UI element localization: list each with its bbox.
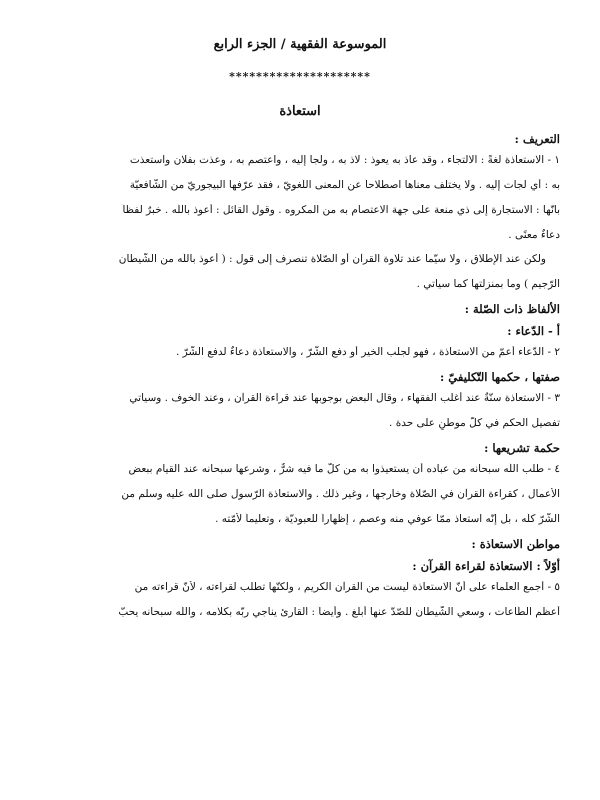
section-heading-wisdom: حكمة تشريعها : bbox=[484, 441, 560, 455]
section-heading-related-terms: الألفاظ ذات الصّلة : bbox=[464, 302, 560, 316]
paragraph-line: الشّرّ كلّه ، بل إنّه استعاذ ممّا عوفي منه وعصم ، إظهاراً للعبوديّة ، وتعليماً لأمّته . bbox=[215, 513, 560, 525]
paragraph-line: ١ - الاستعاذة لغةً : الالتجاء ، وقد عاذ به يعوذ : لاذ به ، ولجأ إليه ، واعتصم به ، وعذت بفلان واستعذت bbox=[129, 154, 560, 166]
document-page bbox=[40, 0, 560, 800]
paragraph-line: أعظم الطّاعات ، وسعي الشّيطان للصّدّ عنها أبلغ . وأيضاً : القارئ يناجي ربّه بكلامه ، واللّه سبحانه يحبّ bbox=[118, 606, 560, 618]
paragraph-line: دعاءٌ معنًى . bbox=[508, 229, 560, 241]
paragraph-line: الرّجيم ) وما بمنزلتها كما سيأتي . bbox=[416, 278, 560, 290]
paragraph-line: ٢ - الدّعاء أعمّ من الاستعاذة ، فهو لجلب الخير أو دفع الشّرّ ، والاستعاذة دعاءٌ لدفع الشّرّ . bbox=[175, 346, 560, 358]
paragraph-line: تفصيل الحكم في كلّ موطنٍ على حدة . bbox=[389, 417, 560, 429]
paragraph-line: ٤ - طلب اللّه سبحانه من عباده أن يستعيذوا به من كلّ ما فيه شرٌّ ، وشرعها سبحانه عند القيام ببعض bbox=[128, 463, 560, 475]
article-title: استعاذة bbox=[279, 104, 321, 119]
paragraph-line: بأنّها : الاستجارة إلى ذي منعة على جهة الاعتصام به من المكروه . وقول القائل : أعوذ باللّه . خبرٌ لفظاً bbox=[122, 204, 560, 216]
subsection-heading-dua: أ - الدّعاء : bbox=[507, 324, 560, 338]
subsection-heading-quran-reading: أوّلاً : الاستعاذة لقراءة القرآن : bbox=[412, 559, 560, 573]
paragraph-line: ولكن عند الإطلاق ، ولا سيّما عند تلاوة القرآن أو الصّلاة تنصرف إلى قول : ( أعوذ باللّه من الشّيطان bbox=[118, 253, 546, 265]
book-header-title: الموسوعة الفقهية / الجزء الرابع bbox=[213, 37, 387, 52]
section-heading-ruling: صفتها ، حكمها التّكليفيّ : bbox=[440, 370, 560, 384]
paragraph-line: به : أي لجأت إليه . ولا يختلف معناها اصطلاحاً عن المعنى اللّغويّ ، فقد عرّفها البيجوريّ من الشّافعيّة bbox=[129, 179, 560, 191]
section-heading-definition: التعريف : bbox=[514, 132, 560, 146]
paragraph-line: الأعمال ، كقراءة القرآن في الصّلاة وخارجها ، وغير ذلك . والاستعاذة الرّسول صلى الله عليه وسلم من bbox=[121, 488, 560, 500]
star-divider: ********************* bbox=[229, 70, 371, 83]
paragraph-line: ٥ - أجمع العلماء على أنّ الاستعاذة ليست من القرآن الكريم ، ولكنّها تطلب لقراءته ، لأنّ قراءته من bbox=[134, 581, 560, 593]
article-body bbox=[40, 132, 560, 619]
paragraph-line: ٣ - الاستعاذة سنّةٌ عند أغلب الفقهاء ، وقال البعض بوجوبها عند قراءة القرآن ، وعند الخوف . وسيأتي bbox=[129, 392, 560, 404]
section-heading-occasions: مواطن الاستعاذة : bbox=[471, 537, 560, 551]
